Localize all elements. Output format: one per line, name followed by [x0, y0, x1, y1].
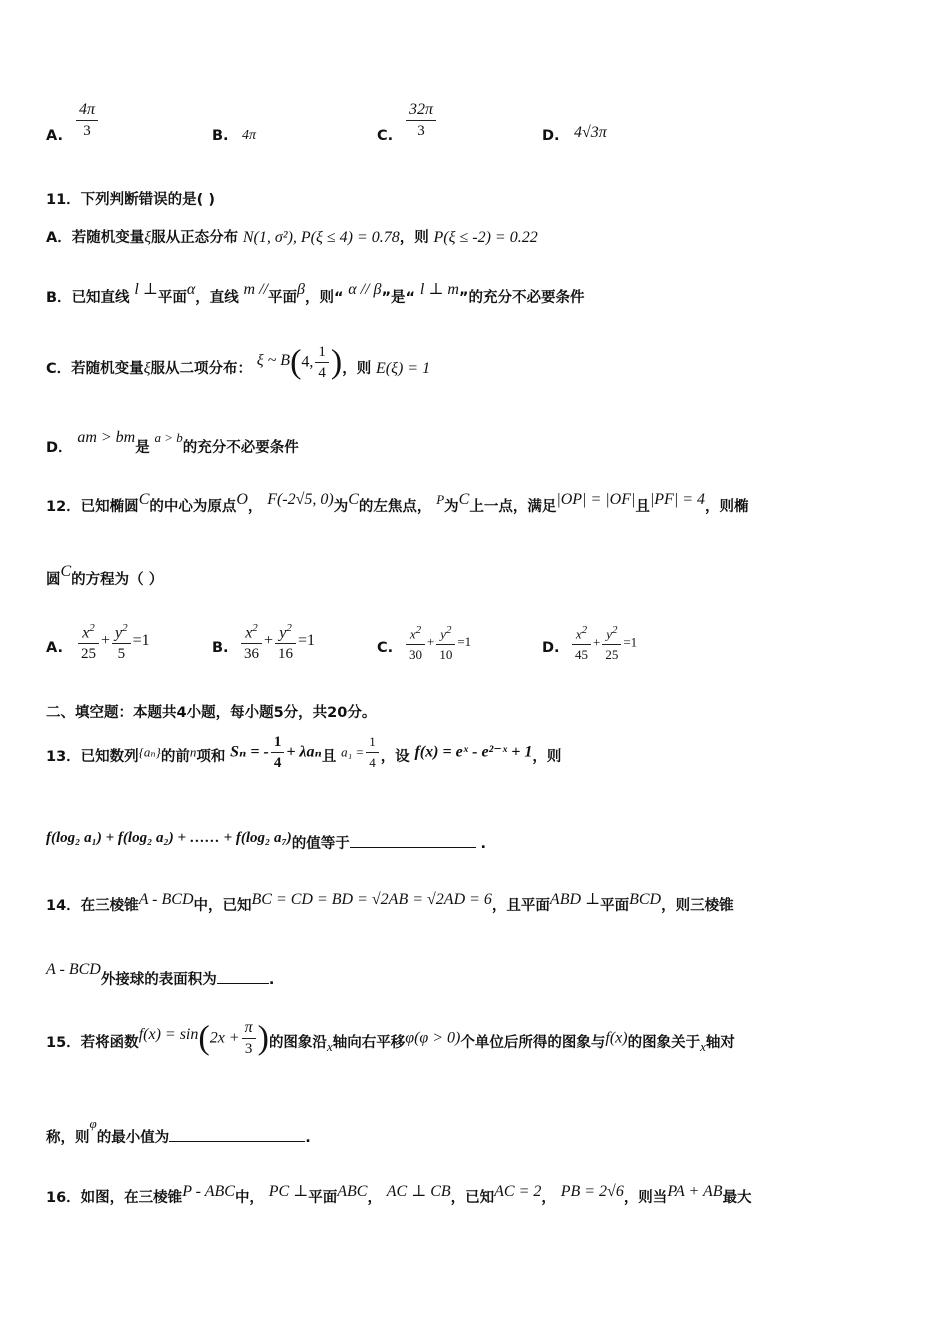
math: n	[189, 744, 197, 760]
text: 轴向右平移	[332, 1034, 406, 1051]
q12-option-b-value: $\frac{x^2}{36}$ + $\frac{y^2}{16}$ =1	[239, 618, 315, 664]
math: f(x) = sin	[138, 1025, 199, 1043]
math: m //	[243, 281, 268, 298]
fraction-numerator: π	[242, 1018, 256, 1039]
q11-stem: 11．下列判断错误的是( )	[46, 192, 215, 208]
text: ，且平面	[491, 898, 550, 914]
math: C	[60, 563, 72, 580]
q12-options	[46, 618, 904, 668]
text: 平面	[267, 290, 297, 306]
fraction-denominator: 4	[273, 755, 282, 771]
q12-option-d-label: D.	[542, 640, 560, 656]
q12-stem-line1	[46, 488, 904, 515]
fraction-denominator: 10	[439, 647, 453, 663]
q11-option-a	[46, 226, 904, 247]
text: 且	[321, 748, 337, 765]
option-label: B．	[46, 290, 72, 306]
math: N(1, σ²), P(ξ ≤ 4) = 0.78	[242, 229, 400, 246]
text: 最大	[722, 1190, 752, 1206]
text: 是	[135, 440, 150, 456]
fraction-denominator: 3	[83, 123, 91, 139]
text: ，则	[532, 748, 562, 765]
q15-stem-line2	[46, 1112, 904, 1146]
q10-option-a-value	[76, 100, 98, 141]
math: A - BCD	[138, 891, 194, 908]
math: BCD	[629, 891, 662, 908]
fraction-numerator: 1	[366, 732, 379, 753]
paren-right: )	[330, 343, 343, 381]
math: P - ABC	[182, 1183, 235, 1200]
math: f(log₂ a₁) + f(log₂ a₂) + …… + f(log₂ a₇)	[46, 830, 292, 846]
text: 项和	[196, 748, 226, 765]
text: ”的充分不必要条件	[458, 290, 585, 306]
math: f(x)	[605, 1029, 628, 1047]
text: 的值等于	[291, 836, 350, 852]
math: x	[326, 1038, 333, 1054]
text: 服从正态分布	[151, 230, 239, 246]
math: α // β	[348, 281, 382, 298]
q15-stem-line1	[46, 1018, 904, 1059]
text: 的图象沿	[268, 1034, 327, 1051]
text: ，	[541, 1190, 556, 1206]
fraction-denominator: 36	[244, 646, 259, 663]
math: PC ⊥	[268, 1183, 309, 1200]
math: C	[138, 491, 150, 508]
section-heading: 二、填空题：本题共4小题，每小题5分，共20分。	[46, 705, 377, 721]
math: φ	[89, 1116, 97, 1131]
math: F(-2√5, 0)	[267, 491, 334, 508]
text: .	[305, 1130, 311, 1146]
text: ，则三棱锥	[661, 898, 734, 914]
q14-stem-line1	[46, 888, 904, 914]
q10-option-c-label: C.	[377, 128, 394, 144]
math: ABD ⊥	[549, 891, 601, 908]
math: E(ξ) = 1	[376, 359, 431, 377]
q14-stem-line2	[46, 958, 904, 988]
text: ，设	[380, 748, 410, 765]
math: AC ⊥ CB	[386, 1183, 451, 1200]
text: 的左焦点，	[358, 499, 432, 515]
fraction-denominator: 4	[318, 365, 326, 381]
q10-option-d-label: D.	[542, 128, 560, 144]
paren-left: (	[198, 1019, 210, 1057]
fraction-denominator: 16	[278, 646, 294, 663]
text: ，	[247, 499, 263, 515]
math: ABC	[337, 1183, 368, 1200]
paren-right: )	[257, 1019, 269, 1057]
text: .	[268, 972, 275, 988]
text: 的中心为原点	[149, 499, 237, 515]
math: ξ	[144, 229, 152, 246]
math: α	[186, 281, 196, 298]
q12-option-a-value: $\frac{x^2}{25}$ + $\frac{y^2}{5}$ =1	[76, 618, 150, 664]
math: Sₙ = -	[230, 743, 269, 761]
text: 的前	[160, 748, 190, 765]
text: 15．若将函数	[46, 1034, 139, 1051]
text: 12．已知椭圆	[46, 499, 139, 515]
math: l ⊥	[134, 281, 158, 298]
math: φ(φ > 0)	[405, 1029, 461, 1047]
q10-option-a-label: A.	[46, 128, 63, 144]
text: 平面	[157, 290, 187, 306]
text: 轴对	[705, 1034, 735, 1051]
fraction	[315, 342, 329, 383]
text: ，则椭	[705, 499, 749, 515]
math: am > bm	[77, 429, 136, 446]
fraction-denominator: 30	[409, 647, 422, 663]
text: .	[480, 836, 487, 852]
text: 为	[333, 499, 349, 515]
math: PA + AB	[667, 1183, 723, 1200]
math: |OP| = |OF|	[556, 491, 636, 508]
q12-option-d-value: $\frac{x^2}{45}$ + $\frac{y^2}{25}$ =1	[570, 620, 637, 665]
math: PB = 2√6	[560, 1183, 624, 1200]
math: O	[236, 491, 248, 508]
option-label: D．	[46, 440, 73, 456]
text: ，则	[342, 360, 372, 377]
math: BC = CD = BD = √2AB = √2AD = 6	[251, 891, 492, 908]
text: ，	[367, 1190, 382, 1206]
q11-option-c	[46, 342, 904, 383]
q10-option-b-label: B.	[212, 128, 229, 144]
text: 的充分不必要条件	[182, 440, 299, 456]
math: C	[458, 491, 470, 508]
math: x	[700, 1038, 706, 1054]
math: l ⊥ m	[419, 281, 459, 298]
text: 的最小值为	[96, 1130, 170, 1146]
text: ，已知	[450, 1190, 495, 1206]
q10-options	[46, 100, 904, 150]
text: ，则“	[304, 290, 344, 306]
text: 称，则	[46, 1130, 90, 1146]
text: ，则	[399, 230, 429, 246]
text: ”是“	[381, 290, 416, 306]
text: 若随机变量	[71, 360, 144, 377]
q12-option-c-value: $\frac{x^2}{30}$ + $\frac{y^2}{10}$ =1	[404, 620, 471, 665]
text: 为	[444, 499, 459, 515]
math: β	[296, 281, 305, 298]
text: 上一点，满足	[469, 499, 557, 515]
math: ξ ~ B	[256, 351, 291, 369]
q12-option-a-label: A.	[46, 640, 63, 656]
fraction-numerator: 4π	[76, 100, 98, 121]
fraction-denominator: 25	[605, 647, 619, 663]
math: C	[348, 491, 359, 508]
math: AC = 2	[494, 1183, 542, 1200]
q16-stem-line1	[46, 1180, 904, 1206]
math: a > b	[154, 430, 183, 445]
fraction-numerator: 1	[315, 342, 329, 363]
paren-left: (	[290, 343, 302, 381]
text: 若随机变量	[71, 230, 145, 246]
math: P(ξ ≤ -2) = 0.22	[433, 229, 538, 246]
q13-stem-line1	[46, 732, 904, 773]
math: f(x) = eˣ - e²⁻ˣ + 1	[414, 743, 533, 761]
text: 圆	[46, 572, 61, 588]
fraction-denominator: 45	[575, 647, 588, 663]
q11-option-b	[46, 281, 904, 307]
text: ，则当	[623, 1190, 668, 1206]
text: 平面	[600, 898, 630, 914]
text: 的方程为（ ）	[71, 572, 164, 588]
text: ，直线	[195, 290, 239, 306]
q10-option-b-value: 4π	[242, 128, 257, 143]
answer-blank[interactable]	[169, 1127, 305, 1142]
q12-option-c-label: C.	[377, 640, 394, 656]
math: {aₙ}	[138, 744, 161, 760]
fraction-denominator: 3	[244, 1041, 253, 1057]
math: ξ	[143, 359, 151, 377]
math: a₁ =	[341, 744, 365, 760]
text: 14．在三棱锥	[46, 898, 139, 914]
q12-option-b-label: B.	[212, 640, 229, 656]
q12-stem-line2	[46, 560, 904, 588]
q10-option-c-value	[406, 100, 436, 141]
fraction-numerator: 1	[271, 732, 285, 753]
math: A - BCD	[46, 961, 101, 978]
text: 16．如图，在三棱锥	[46, 1190, 183, 1206]
q11-option-d	[46, 426, 904, 456]
math: + λaₙ	[286, 743, 322, 761]
text: 已知直线	[71, 290, 130, 306]
text: 13．已知数列	[46, 748, 139, 765]
text: 个单位后所得的图象与	[460, 1034, 606, 1051]
text: 中，已知	[193, 898, 252, 914]
fraction-numerator: 32π	[406, 100, 436, 121]
math: P	[436, 492, 445, 507]
answer-blank[interactable]	[217, 969, 269, 984]
fraction-denominator: 3	[417, 123, 425, 139]
fraction-denominator: 25	[81, 646, 96, 663]
text: 外接球的表面积为	[100, 972, 217, 988]
fraction-denominator: 4	[369, 755, 376, 770]
text: 且	[635, 499, 650, 515]
text: 平面	[308, 1190, 338, 1206]
q10-option-d-value: 4√3π	[574, 124, 607, 141]
math: |PF| = 4	[649, 491, 706, 508]
text: 服从二项分布：	[150, 360, 253, 377]
fraction-denominator: 5	[117, 646, 126, 663]
option-label: A．	[46, 230, 72, 246]
math: 4,	[301, 353, 314, 371]
answer-blank[interactable]	[350, 833, 476, 848]
option-label: C．	[46, 360, 72, 377]
text: 的图象关于	[627, 1034, 701, 1051]
text: 中，	[234, 1190, 264, 1206]
math: 2x +	[209, 1029, 240, 1047]
q13-stem-line2	[46, 826, 904, 852]
